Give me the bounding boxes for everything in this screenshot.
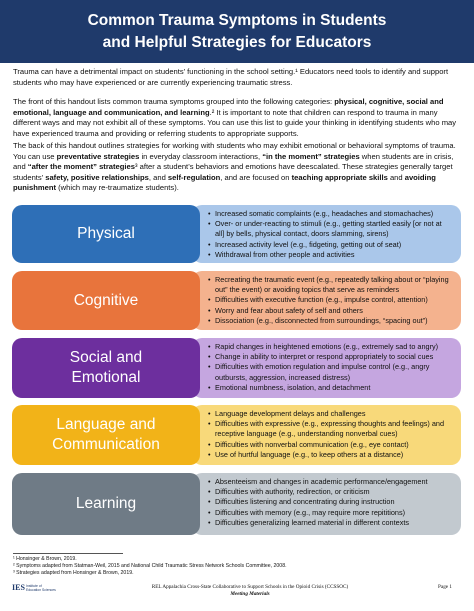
list-item: • Change in ability to interpret or respond appropriately to social cues: [208, 352, 453, 362]
category-label-social-emotional-line-2: Emotional: [71, 369, 141, 386]
intro-text: (which may re-traumatize students).: [56, 183, 179, 193]
footnote-2: ² Symptoms adapted from Statman-Weil, 2015 and National Child Traumatic Stress Network Schools Committee, 2008.: [13, 563, 287, 569]
list-item: • Difficulties with authority, redirection, or criticism: [208, 487, 453, 497]
category-row-learning: [12, 473, 461, 535]
list-item: • Absenteeism and changes in academic performance/engagement: [208, 477, 453, 487]
list-item: • Worry and fear about safety of self and others: [208, 306, 453, 316]
list-item: • Use of hurtful language (e.g., to keep others at a distance): [208, 450, 453, 460]
intro-text: and: [387, 172, 405, 182]
footnote-3: ³ Strategies adapted from Honsinger & Brown, 2019.: [13, 570, 134, 576]
category-pill-cognitive: [12, 271, 200, 330]
category-pill-learning: [12, 473, 200, 535]
list-item: • Difficulties with executive function (e.g., impulse control, attention): [208, 295, 453, 305]
intro-bold-text: safety, positive relationships: [45, 172, 149, 182]
footnote-divider: [13, 553, 123, 554]
symptom-list-learning: [208, 477, 453, 528]
intro-text: The back of this handout outlines strategies for working with students who may exhibit emotional or behavioral symptoms of trauma. You can use: [13, 141, 456, 161]
category-pill-physical: [12, 205, 200, 263]
category-label-physical: Physical: [77, 225, 135, 242]
page-number: Page 1: [438, 584, 452, 590]
title-banner: [0, 0, 474, 63]
list-item: • Difficulties with expressive (e.g., expressing thoughts and feelings) and receptive language (e.g., understanding nonverbal cues): [208, 419, 453, 439]
list-item: • Difficulties with memory (e.g., may require more repititions): [208, 508, 453, 518]
intro-text: , and: [148, 172, 168, 182]
list-item: • Withdrawal from other people and activities: [208, 250, 453, 260]
intro-text: .² It is important to note that children can respond to trauma in many different ways and may not exhibit all of these symptoms. You can use this list to guide your thinking in identifying students who may have experienced trauma and providing or referring students to appropriate supports.: [13, 107, 457, 138]
ies-logo-subtext-2: Education Sciences: [26, 588, 56, 592]
list-item: • Recreating the traumatic event (e.g., repeatedly talking about or “playing out” the event) or avoiding topics that serve as reminders: [208, 275, 453, 295]
intro-paragraph-1: Trauma can have a detrimental impact on students’ functioning in the school setting.¹ Educators need tools to identify and support students who may have experienced or are currently experiencing traumatic stress.: [13, 67, 449, 87]
intro-text: The front of this handout lists common trauma symptoms grouped into the following categories:: [13, 97, 335, 106]
category-pill-language-communication: [12, 405, 200, 465]
category-label-social-emotional-line-1: Social and: [69, 349, 143, 366]
intro-bold-text: “in the moment” strategies: [262, 151, 360, 161]
ies-logo: [12, 581, 56, 599]
category-row-physical: [12, 205, 461, 263]
list-item: • Difficulties with emotion regulation and impulse control (e.g., angry outbursts, aggression, increased distress): [208, 362, 453, 382]
intro-paragraph-3: [13, 141, 463, 194]
footnote-1: ¹ Honsinger & Brown, 2019.: [13, 556, 77, 562]
intro-bold-text: preventative strategies: [56, 151, 140, 161]
category-label-cognitive: Cognitive: [73, 291, 139, 309]
ies-logo-text: IES: [12, 583, 25, 592]
category-row-social-emotional: [12, 338, 461, 398]
intro-text: when students are in crisis, and: [13, 151, 454, 172]
footer-organization: [134, 584, 366, 598]
category-row-language-communication: [12, 405, 461, 465]
category-label-language-line-1: Language and: [56, 416, 156, 433]
intro-text: ³ after a student’s behaviors and emotions have deescalated. These strategies generally target students’: [13, 162, 453, 182]
list-item: • Increased activity level (e.g., fidgeting, getting out of seat): [208, 240, 453, 250]
category-pill-social-emotional: [12, 338, 200, 398]
title-line-1: Common Trauma Symptoms in Students: [87, 11, 387, 29]
category-row-cognitive: [12, 271, 461, 330]
intro-bold-text: “after the moment” strategies: [27, 162, 135, 172]
symptom-list-language-communication: [208, 409, 453, 460]
category-label-language-line-2: Communication: [52, 436, 160, 453]
intro-bold-text: teaching appropriate skills: [291, 172, 388, 182]
intro-bold-text: self-regulation: [167, 172, 221, 182]
intro-paragraph-2: [13, 97, 463, 139]
list-item: • Difficulties with nonverbal communication (e.g., eye contact): [208, 440, 453, 450]
list-item: • Over- or under-reacting to stimuli (e.g., getting startled easily [or not at all] by bells, physical contact, doors slamming, sirens): [208, 219, 453, 239]
intro-bold-text: avoiding punishment: [13, 172, 436, 193]
intro-text: , and are focused on: [220, 172, 292, 182]
list-item: • Increased somatic complaints (e.g., headaches and stomachaches): [208, 209, 453, 219]
footer-org-subline: Meeting Materials: [230, 590, 270, 597]
ies-logo-subtext-1: Institute of: [26, 584, 42, 588]
category-label-learning: Learning: [75, 495, 137, 512]
symptom-list-physical: [208, 209, 453, 260]
footer-org-line: REL Appalachia Cross-State Collaborative to Support Schools in the Opioid Crisis (CCSSOC): [151, 584, 349, 590]
list-item: • Emotional numbness, isolation, and detachment: [208, 383, 453, 393]
list-item: • Dissociation (e.g., disconnected from surroundings, “spacing out”): [208, 316, 453, 326]
list-item: • Difficulties listening and concentrating during instruction: [208, 497, 453, 507]
intro-bold-text: physical, cognitive, social and emotional, language and communication, and learning: [13, 97, 444, 117]
list-item: • Rapid changes in heightened emotions (e.g., extremely sad to angry): [208, 342, 453, 352]
list-item: • Difficulties generalizing learned material in different contexts: [208, 518, 453, 528]
intro-text: in everyday classroom interactions,: [139, 151, 263, 161]
list-item: • Language development delays and challenges: [208, 409, 453, 419]
title-line-2: and Helpful Strategies for Educators: [102, 33, 372, 51]
symptom-list-cognitive: [208, 275, 453, 326]
symptom-list-social-emotional: [208, 342, 453, 393]
